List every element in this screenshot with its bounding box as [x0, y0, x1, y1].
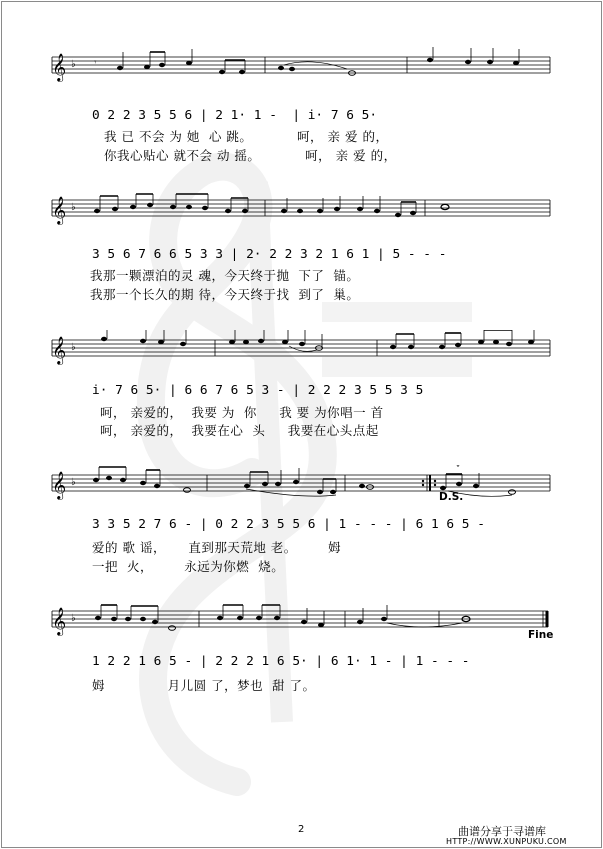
lyric-line-1: 呵， 亲爱的， 我要 为 你 我 要 为你唱一 首 — [100, 405, 384, 420]
lyric-line-2: 呵， 亲爱的， 我要在心 头 我要在心头点起 — [100, 423, 379, 438]
footer-site-name: 曲谱分享于寻谱库 — [458, 825, 546, 838]
staff-row-1 — [2, 47, 602, 87]
lyric-line-1: 爱的 歌 谣， 直到那天荒地 老。 姆 — [92, 540, 342, 555]
svg-text:♭: ♭ — [71, 477, 76, 488]
fine-marker: Fine — [528, 629, 554, 641]
lyric-line-2: 我那一个长久的期 待，今天终于找 到了 巢。 — [90, 287, 360, 302]
number-line: i· 7 6 5· | 6 6 7 6 5 3 - | 2 2 2 3 5 5 3 5 — [92, 383, 424, 398]
treble-clef: 𝄞 — [52, 471, 67, 499]
lyric-line-1: 姆 月儿圆 了，梦也 甜 了。 — [92, 678, 316, 693]
staff-row-5 — [2, 601, 602, 641]
number-line: 0 2 2 3 5 5 6 | 2 1· 1 - | i· 7 6 5· — [92, 108, 378, 123]
staff-row-4 — [2, 465, 602, 505]
svg-text:♭: ♭ — [71, 613, 76, 624]
treble-clef: 𝄞 — [52, 336, 67, 364]
svg-text:♭: ♭ — [71, 59, 76, 70]
staff-row-3 — [2, 330, 602, 370]
jianpu-row-1 — [2, 106, 602, 126]
ds-marker: D.S. — [439, 491, 464, 503]
jianpu-row-3 — [2, 381, 602, 401]
treble-clef: 𝄞 — [52, 196, 67, 224]
staff-row-2 — [2, 190, 602, 230]
page-number: 2 — [298, 824, 305, 835]
jianpu-row-5 — [2, 652, 602, 672]
svg-text:♭: ♭ — [71, 202, 76, 213]
svg-text:𝄾: 𝄾 — [94, 58, 97, 68]
lyric-line-2: 一把 火， 永远为你燃 烧。 — [92, 559, 285, 574]
treble-clef: 𝄞 — [52, 607, 67, 635]
number-line: 3 3 5 2 7 6 - | 0 2 2 3 5 5 6 | 1 - - - | 6 1 6 5 - — [92, 517, 485, 532]
svg-text:♭: ♭ — [71, 342, 76, 353]
jianpu-row-4 — [2, 515, 602, 535]
lyric-line-2: 你我心贴心 就不会 动 摇。 呵， 亲 爱 的， — [104, 148, 397, 163]
footer-url: HTTP://WWW.XUNPUKU.COM — [446, 837, 567, 846]
score-page — [1, 1, 602, 848]
lyric-line-1: 我 已 不会 为 她 心 跳。 呵， 亲 爱 的， — [104, 129, 389, 144]
number-line: 1 2 2 1 6 5 - | 2 2 2 1 6 5· | 6 1· 1 - | 1 - - - — [92, 654, 470, 669]
jianpu-row-2 — [2, 245, 602, 265]
number-line: 3 5 6 7 6 6 5 3 3 | 2· 2 2 3 2 1 6 1 | 5 - - - — [92, 247, 447, 262]
lyric-line-1: 我那一颗漂泊的灵 魂，今天终于抛 下了 锚。 — [90, 268, 360, 283]
treble-clef: 𝄞 — [52, 53, 67, 81]
